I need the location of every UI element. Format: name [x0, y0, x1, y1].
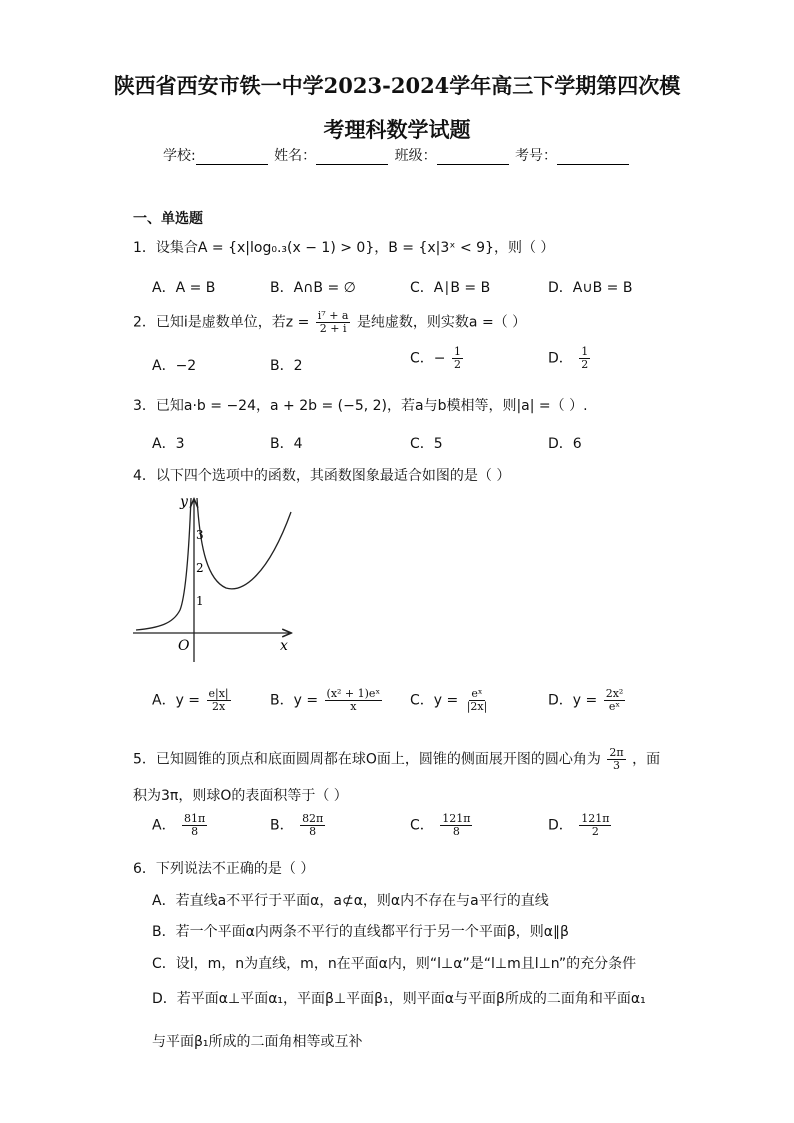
- q4-a-num: e|x|: [208, 687, 229, 700]
- question-5-stem-line2: 积为3π，则球O的表面积等于（ ）: [133, 788, 348, 804]
- q6-option-d: D．若平面α⊥平面α₁，平面β⊥平面β₁，则平面α与平面β所成的二面角和平面α₁: [152, 991, 646, 1007]
- q4-option-a: [152, 688, 233, 713]
- name-label: 姓名：: [274, 148, 317, 164]
- q2-d-den: 2: [581, 358, 589, 372]
- class-blank: [437, 150, 509, 165]
- q2-c-den: 2: [453, 358, 461, 372]
- q4-b-den: x: [350, 700, 357, 714]
- question-5-stem: [133, 747, 660, 772]
- section-title: 一、单选题: [133, 211, 203, 227]
- exam-number-blank: [557, 150, 629, 165]
- tick-label-3: 3: [196, 528, 204, 542]
- q2-option-b: B．2: [270, 358, 303, 374]
- q6-option-b: B．若一个平面α内两条不平行的直线都平行于另一个平面β，则α∥β: [152, 924, 569, 940]
- student-info-row: [0, 145, 794, 165]
- q5-option-b-frac: [300, 813, 325, 838]
- q5-option-d-text: D．: [548, 817, 573, 834]
- q4-option-d-frac: [604, 688, 626, 713]
- q5-option-a: [152, 813, 209, 838]
- q5-frac-den: 3: [613, 759, 620, 773]
- q5-c-num: 121π: [442, 812, 471, 825]
- q1-option-a: A．A = B: [152, 280, 216, 296]
- tick-label-1: 1: [196, 594, 204, 608]
- q5-option-b: [270, 813, 327, 838]
- q3-option-c: C．5: [410, 436, 443, 452]
- q4-option-c: [410, 688, 491, 713]
- q5-fraction: [607, 747, 625, 772]
- q2-stem-post: 是纯虚数，则实数a =（ ）: [356, 314, 527, 331]
- q4-option-a-text: A．y =: [152, 692, 201, 709]
- q5-option-c-frac: [440, 813, 472, 838]
- q5-a-num: 81π: [184, 812, 206, 825]
- function-graph: [128, 490, 303, 665]
- q4-option-b: [270, 688, 384, 713]
- origin-label: O: [178, 638, 190, 654]
- question-2-stem: [133, 310, 526, 335]
- class-label: 班级：: [394, 148, 437, 164]
- q2-option-c: [410, 346, 465, 371]
- y-axis-label: y: [180, 494, 188, 510]
- q5-a-den: 8: [191, 825, 199, 839]
- q5-b-den: 8: [309, 825, 317, 839]
- q5-option-c: [410, 813, 474, 838]
- q5-d-num: 121π: [581, 812, 610, 825]
- question-4-stem: 4．以下四个选项中的函数，其函数图象最适合如图的是（ ）: [133, 468, 511, 484]
- q2-d-num: 1: [581, 345, 589, 358]
- q1-option-d: D．A∪B = B: [548, 280, 633, 296]
- q3-option-d: D．6: [548, 436, 582, 452]
- q4-option-d: [548, 688, 627, 713]
- q5-option-a-frac: [182, 813, 207, 838]
- question-1-stem: 1．设集合A = {x|log₀.₃(x − 1) > 0}，B = {x|3ˣ < 9}，则（ ）: [133, 240, 555, 256]
- q5-c-den: 8: [452, 825, 460, 839]
- q2-option-a: A．−2: [152, 358, 197, 374]
- exam-title-line2: 考理科数学试题: [323, 117, 471, 142]
- q4-option-b-frac: [325, 688, 383, 713]
- tick-label-2: 2: [196, 561, 204, 575]
- q6-option-d-continued: 与平面β₁所成的二面角相等或互补: [152, 1034, 363, 1050]
- school-label: 学校:: [162, 148, 196, 164]
- q5-d-den: 2: [591, 825, 599, 839]
- q2-option-c-text: C．−: [410, 350, 446, 367]
- q5-option-d-frac: [579, 813, 611, 838]
- right-branch: [197, 498, 291, 589]
- q2-c-num: 1: [453, 345, 461, 358]
- x-axis-label: x: [280, 638, 288, 654]
- q6-option-c: C．设l，m，n为直线，m，n在平面α内，则“l⊥α”是“l⊥m且l⊥n”的充分条件: [152, 956, 637, 972]
- q5-option-b-text: B．: [270, 817, 294, 834]
- left-branch: [136, 498, 191, 630]
- q2-stem-pre: 2．已知i是虚数单位，若z =: [133, 314, 310, 331]
- q5-option-c-text: C．: [410, 817, 434, 834]
- q1-option-c: C．A∣B = B: [410, 280, 491, 296]
- q2-frac-num: i⁷ + a: [317, 309, 349, 322]
- q4-d-num: 2x²: [605, 687, 624, 700]
- q3-option-a: A．3: [152, 436, 185, 452]
- q5-option-d: [548, 813, 613, 838]
- q2-frac-den: 2 + i: [319, 322, 347, 336]
- q1-option-b: B．A∩B = ∅: [270, 280, 356, 296]
- q4-option-a-frac: [207, 688, 231, 713]
- q4-option-c-text: C．y =: [410, 692, 459, 709]
- question-6-stem: 6．下列说法不正确的是（ ）: [133, 861, 315, 877]
- q5-stem-pre: 5．已知圆锥的顶点和底面圆周都在球O面上，圆锥的侧面展开图的圆心角为: [133, 751, 601, 768]
- q2-fraction: [316, 310, 351, 335]
- school-blank: [196, 150, 268, 165]
- name-blank: [316, 150, 388, 165]
- q6-option-a: A．若直线a不平行于平面α，a⊄α，则α内不存在与a平行的直线: [152, 893, 549, 909]
- q2-option-c-frac: [452, 346, 463, 371]
- q4-option-d-text: D．y =: [548, 692, 598, 709]
- q2-option-d-frac: [579, 346, 590, 371]
- question-3-stem: 3．已知a·b = −24，a + 2b = (−5, 2)，若a与b模相等，则|a| =（ ）.: [133, 398, 588, 414]
- q4-option-c-frac: [465, 688, 490, 713]
- q4-c-den: |2x|: [466, 700, 488, 714]
- q4-c-num: eˣ: [471, 687, 483, 700]
- q5-frac-num: 2π: [609, 746, 624, 759]
- q2-option-d-text: D．: [548, 350, 573, 367]
- q5-b-num: 82π: [302, 812, 324, 825]
- q4-b-num: (x² + 1)eˣ: [326, 687, 381, 700]
- q4-option-b-text: B．y =: [270, 692, 319, 709]
- exam-number-label: 考号：: [515, 148, 558, 164]
- q5-stem-post: ，面: [632, 751, 661, 768]
- q3-option-b: B．4: [270, 436, 303, 452]
- q2-option-d: [548, 346, 592, 371]
- q4-d-den: eˣ: [608, 700, 621, 714]
- q5-option-a-text: A．: [152, 817, 176, 834]
- q4-a-den: 2x: [211, 700, 226, 714]
- exam-title-line1: 陕西省西安市铁一中学2023-2024学年高三下学期第四次模: [113, 73, 681, 98]
